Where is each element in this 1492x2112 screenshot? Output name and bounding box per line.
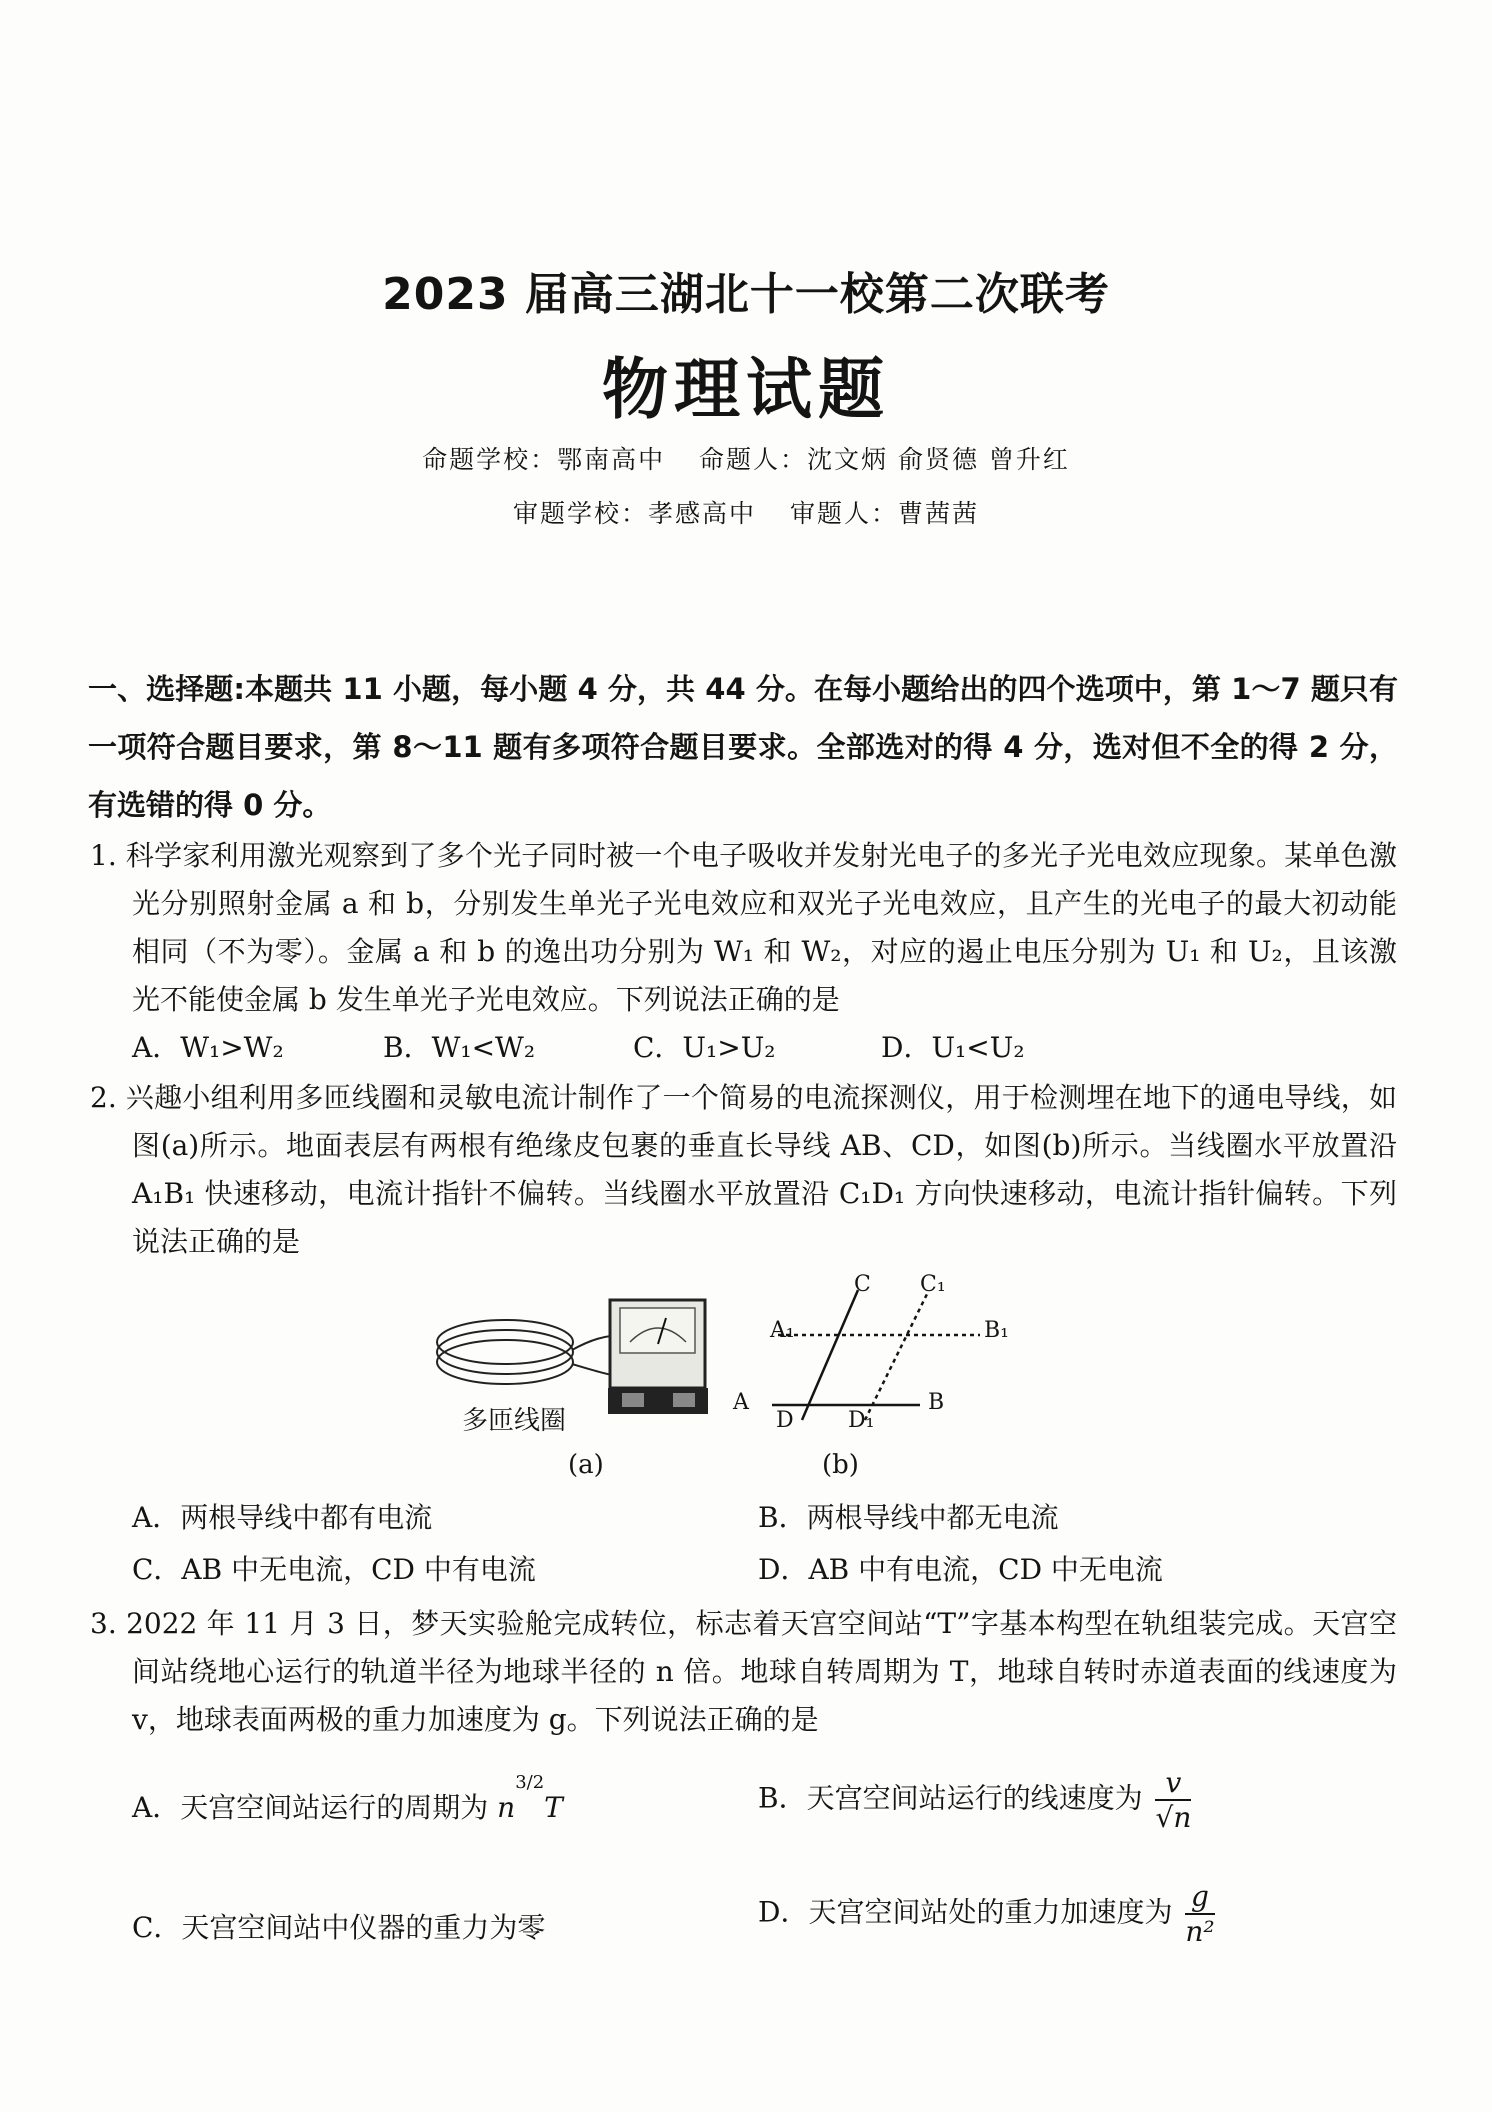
figure-b-wires <box>730 1270 1030 1440</box>
label-b: B <box>928 1390 945 1415</box>
question-3-text <box>90 1600 1397 1744</box>
question-2-text <box>90 1074 1397 1266</box>
question-1-text <box>90 832 1397 1024</box>
label-c: C <box>854 1272 871 1297</box>
q3-option-a <box>132 1772 563 1826</box>
q3-option-a-exponent: 3/2 <box>515 1772 545 1793</box>
exam-subject: 物理试题 <box>602 351 890 428</box>
question-3-body: 2022 年 11 月 3 日，梦天实验舱完成转位，标志着天宫空间站“T”字基本构型在轨组装完成。天宫空间站绕地心运行的轨道半径为地球半径的 n 倍。地球自转周期为 T，地球自转时赤道表面的线速度为 v，地球表面两极的重力加速度为 g。下列说法正确的是 <box>126 1607 1397 1736</box>
question-3-number: 3. <box>90 1607 117 1640</box>
q1-option-b: B．W₁<W₂ <box>383 1031 536 1064</box>
question-1-body: 科学家利用激光观察到了多个光子同时被一个电子吸收并发射光电子的多光子光电效应现象。某单色激光分别照射金属 a 和 b，分别发生单光子光电效应和双光子光电效应，且产生的光电子的最大初动能相同（不为零）。金属 a 和 b 的逸出功分别为 W₁ 和 W₂，对应的遏止电压分别为 U₁ 和 U₂，且该激光不能使金属 b 发生单光子光电效应。下列说法正确的是 <box>125 839 1397 1016</box>
question-2-body: 兴趣小组利用多匝线圈和灵敏电流计制作了一个简易的电流探测仪，用于检测埋在地下的通电导线，如图(a)所示。地面表层有两根有绝缘皮包裹的垂直长导线 AB、CD，如图(b)所示。当线圈水平放置沿 A₁B₁ 快速移动，电流计指针不偏转。当线圈水平放置沿 C₁D₁ 方向快速移动，电流计指针偏转。下列说法正确的是 <box>125 1081 1397 1258</box>
label-d1: D₁ <box>848 1408 875 1433</box>
q2-option-c: C．AB 中无电流，CD 中有电流 <box>132 1553 536 1586</box>
q3-option-b-fraction <box>1155 1766 1191 1834</box>
q3-option-d-fraction <box>1185 1880 1214 1948</box>
review-school: 审题学校：孝感高中 <box>513 499 757 528</box>
label-b1: B₁ <box>984 1318 1009 1343</box>
path-c1d1 <box>865 1292 928 1420</box>
wire-cd <box>802 1290 858 1420</box>
q1-option-d: D．U₁<U₂ <box>881 1031 1025 1064</box>
q2-option-d: D．AB 中有电流，CD 中无电流 <box>758 1553 1163 1586</box>
q3-option-b <box>758 1766 1191 1834</box>
caption-a: (a) <box>568 1450 604 1480</box>
q2-option-a: A．两根导线中都有电流 <box>132 1501 433 1534</box>
q3-option-b-denominator: √n <box>1155 1801 1192 1834</box>
q3-option-c: C．天宫空间站中仪器的重力为零 <box>132 1911 546 1944</box>
q3-option-d-numerator: g <box>1185 1880 1214 1915</box>
q3-option-a-text: A．天宫空间站运行的周期为 <box>132 1791 489 1824</box>
label-a1: A₁ <box>770 1318 795 1343</box>
q3-option-a-tail: T <box>544 1791 563 1824</box>
section-instructions: 一、选择题:本题共 11 小题，每小题 4 分，共 44 分。在每小题给出的四个选项中，第 1～7 题只有一项符合题目要求，第 8～11 题有多项符合题目要求。全部选对的得 4 分，选对但不全的得 2 分，有选错的得 0 分。 <box>88 672 1398 822</box>
setters: 命题人：沈文炳 俞贤德 曾升红 <box>699 445 1070 474</box>
q1-option-a: A．W₁>W₂ <box>132 1031 284 1064</box>
q3-option-d-text: D．天宫空间站处的重力加速度为 <box>758 1895 1173 1929</box>
setting-school: 命题学校：鄂南高中 <box>422 445 666 474</box>
q3-option-b-text: B．天宫空间站运行的线速度为 <box>758 1781 1143 1815</box>
q3-option-a-base: n <box>497 1791 516 1824</box>
label-a: A <box>733 1390 749 1415</box>
exam-title: 2023 届高三湖北十一校第二次联考 <box>382 269 1110 320</box>
reviewers: 审题人：曹茜茜 <box>789 499 979 528</box>
author-line <box>0 440 1492 476</box>
q1-option-c: C．U₁>U₂ <box>633 1031 776 1064</box>
label-c1: C₁ <box>920 1272 946 1297</box>
q2-option-b: B．两根导线中都无电流 <box>758 1501 1059 1534</box>
q3-option-b-numerator: v <box>1155 1766 1191 1801</box>
q3-option-d <box>758 1880 1215 1948</box>
reviewer-line <box>0 494 1492 530</box>
label-d: D <box>776 1408 794 1433</box>
question-2-number: 2. <box>90 1081 117 1114</box>
question-1-number: 1. <box>90 839 117 872</box>
caption-b: (b) <box>822 1450 859 1480</box>
q3-option-d-denominator: n² <box>1185 1915 1215 1948</box>
coil-label: 多匝线圈 <box>462 1406 567 1436</box>
